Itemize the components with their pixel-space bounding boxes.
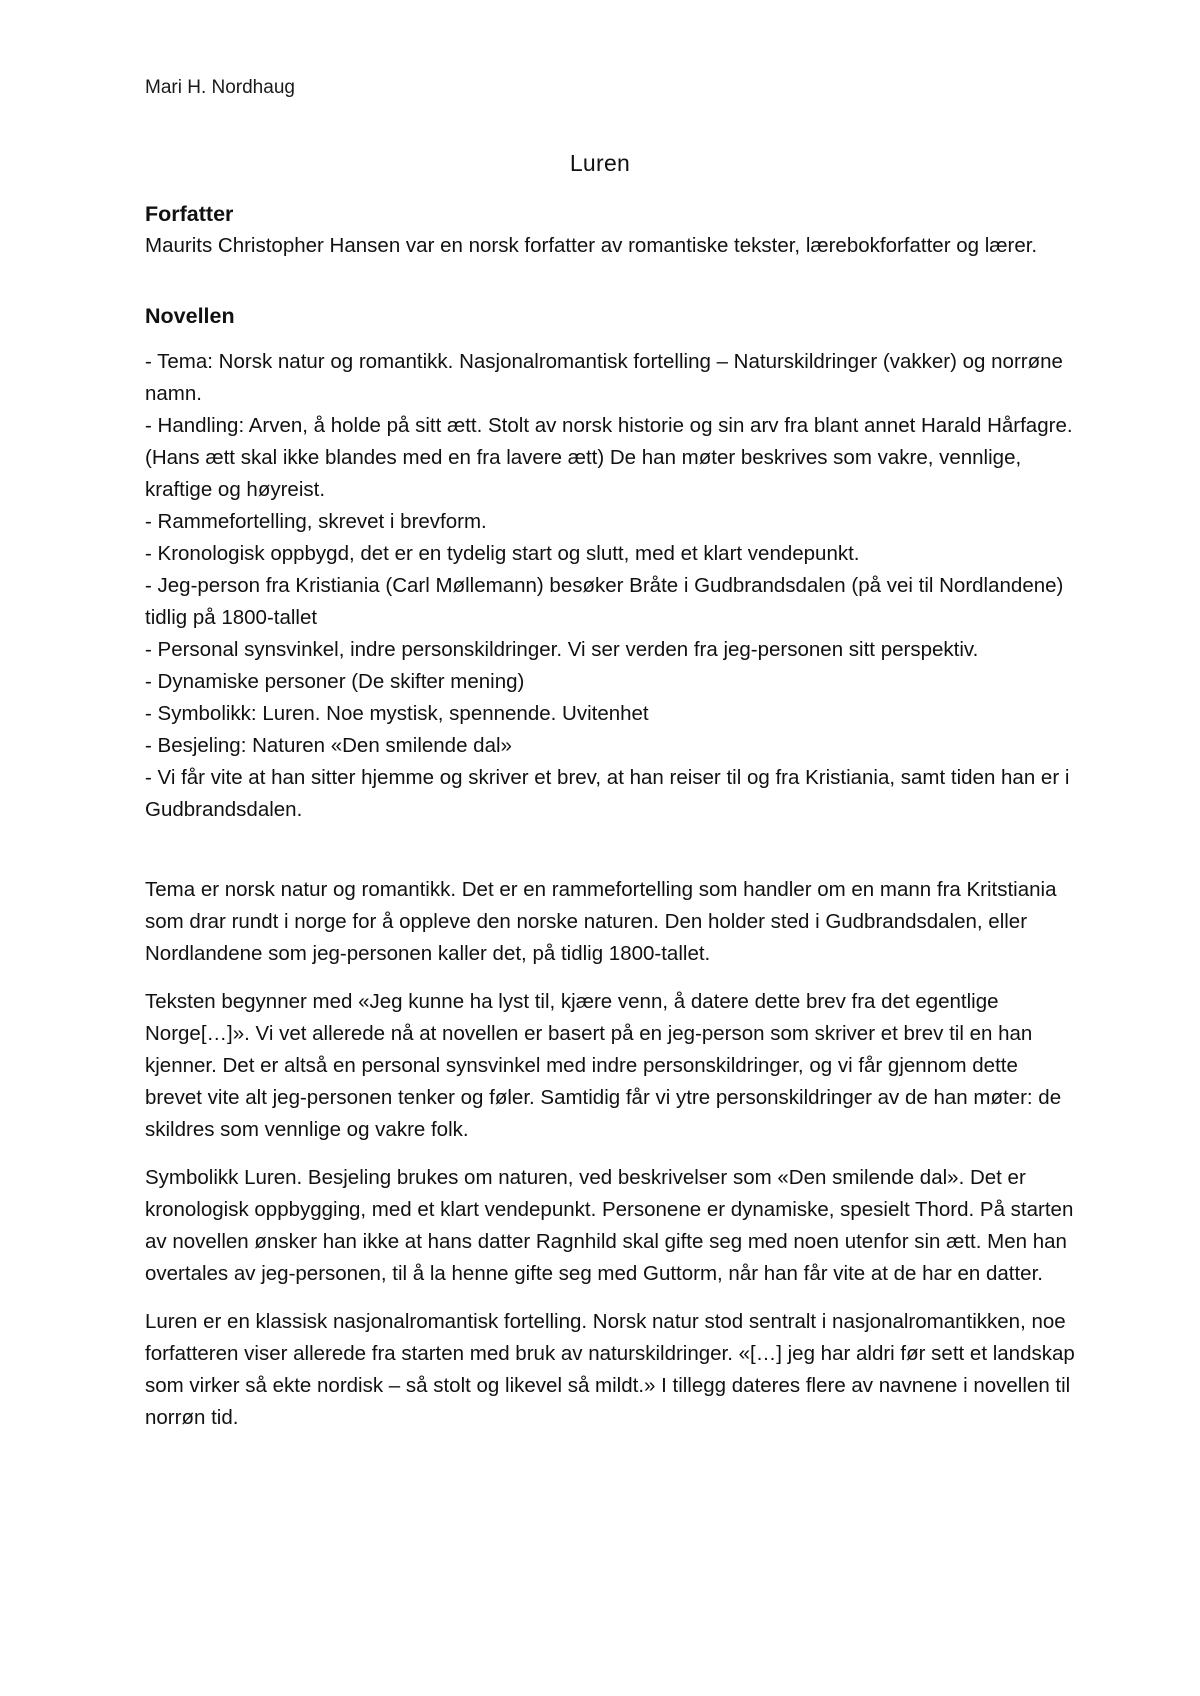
spacer [145,332,1075,346]
essay-paragraph: Luren er en klassisk nasjonalromantisk fortelling. Norsk natur stod sentralt i nasjonalromantikken, noe forfatteren viser allerede fra starten med bruk av naturskildringer. «[…] jeg har aldri før sett et landskap som virker så ekte nordisk – så stolt og likevel så mildt.» I tillegg dateres flere av navnene i novellen til norrøn tid. [145,1310,1075,1429]
bullet-item: - Handling: Arven, å holde på sitt ætt. Stolt av norsk historie og sin arv fra blant annet Harald Hårfagre. (Hans ætt skal ikke blandes med en fra lavere ætt) De han møter beskrives som vakre, vennlige, kraftige og høyreist. [145,414,1073,501]
essay-paragraph: Symbolikk Luren. Besjeling brukes om naturen, ved beskrivelser som «Den smilende dal». Det er kronologisk oppbygging, med et klart vendepunkt. Personene er dynamiske, spesielt Thord. På starten av novellen ønsker han ikke at hans datter Ragnhild skal gifte seg med noen utenfor sin ætt. Men han overtales av jeg-personen, til å la henne gifte seg med Guttorm, når han får vite at de har en datter. [145,1166,1074,1285]
spacer [145,262,1075,300]
essay-paragraph: Teksten begynner med «Jeg kunne ha lyst til, kjære venn, å datere dette brev fra det egentlige Norge[…]». Vi vet allerede nå at novellen er basert på en jeg-person som skriver et brev til en han kjenner. Det er altså en personal synsvinkel med indre personskildringer, og vi får gjennom dette brevet vite alt jeg-personen tenker og føler. Samtidig får vi ytre personskildringer av de han møter: de skildres som vennlige og vakre folk. [145,990,1062,1141]
spacer [145,1146,1075,1162]
section-novellen [145,300,1075,826]
essay-paragraph: Tema er norsk natur og romantikk. Det er en rammefortelling som handler om en mann fra Kritstiania som drar rundt i norge for å oppleve den norske naturen. Den holder sted i Gudbrandsdalen, eller Nordlandene som jeg-personen kaller det, på tidlig 1800-tallet. [145,878,1057,965]
forfatter-text: Maurits Christopher Hansen var en norsk forfatter av romantiske tekster, lærebokforfatter og lærer. [145,234,1038,257]
section-forfatter [145,198,1075,262]
bullet-item: - Jeg-person fra Kristiania (Carl Møllemann) besøker Bråte i Gudbrandsdalen (på vei til Nordlandene) tidlig på 1800-tallet [145,574,1064,629]
bullet-item: - Tema: Norsk natur og romantikk. Nasjonalromantisk fortelling – Naturskildringer (vakker) og norrøne namn. [145,350,1063,405]
document-body [145,198,1075,1434]
section-essay [145,874,1075,1434]
spacer [145,970,1075,986]
spacer [145,826,1075,874]
bullet-item: - Symbolikk: Luren. Noe mystisk, spennende. Uvitenhet [145,702,649,725]
novellen-bullet-list [145,346,1075,826]
document-title: Luren [569,150,631,176]
section-heading-novellen: Novellen [145,304,235,328]
bullet-item: - Kronologisk oppbygd, det er en tydelig start og slutt, med et klart vendepunkt. [145,542,860,565]
bullet-item: - Personal synsvinkel, indre personskildringer. Vi ser verden fra jeg-personen sitt perspektiv. [145,638,979,661]
spacer [145,1290,1075,1306]
section-heading-forfatter: Forfatter [145,202,234,226]
bullet-item: - Besjeling: Naturen «Den smilende dal» [145,734,512,757]
author-name: Mari H. Nordhaug [145,77,295,98]
bullet-item: - Vi får vite at han sitter hjemme og skriver et brev, at han reiser til og fra Kristiania, samt tiden han er i Gudbrandsdalen. [145,766,1070,821]
bullet-item: - Dynamiske personer (De skifter mening) [145,670,525,693]
bullet-item: - Rammefortelling, skrevet i brevform. [145,510,487,533]
